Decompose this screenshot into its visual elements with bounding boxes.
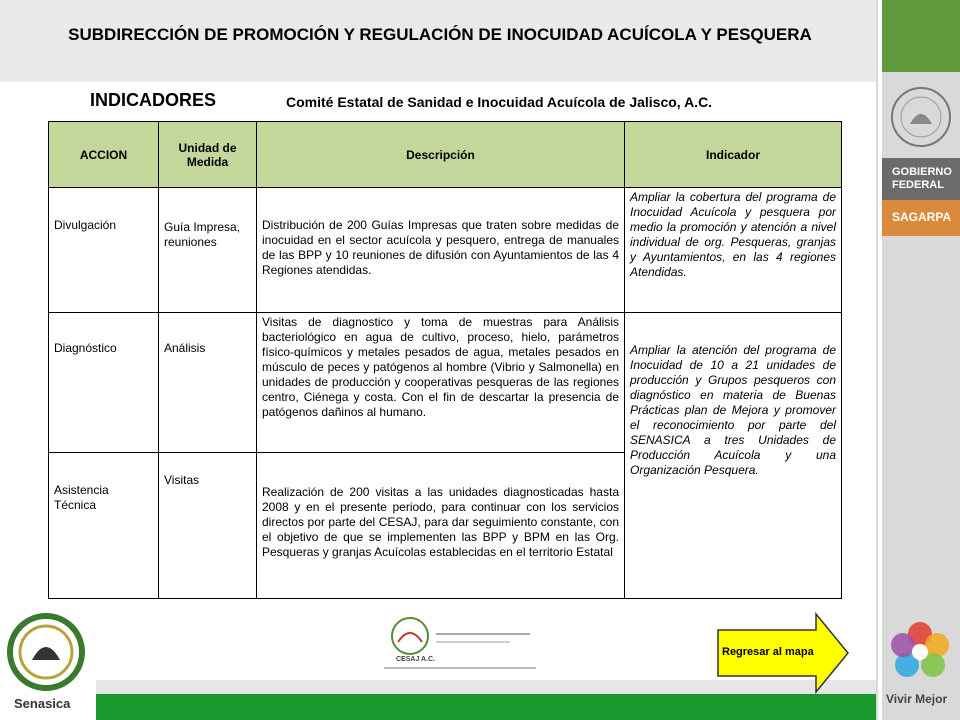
cell-descripcion: Visitas de diagnostico y toma de muestras para Análisis bacteriológico en agua de cultivo, proceso, hielo, parámetros físico-químicos y metales pesados de agua, metales pesados en músculo de peces y patógenos al hombre (Vibrio y Salmonella) en unidades de producción y cooperativas pesqueras de las regiones centro, Ciénega y costa. Con el fin de descartar la presencia de patógenos dañinos al humano. [257, 313, 625, 453]
gobierno-line2: FEDERAL [892, 179, 944, 191]
sagarpa-logo: SAGARPA [882, 200, 960, 236]
column-header-descripcion: Descripción [257, 122, 625, 188]
subtitle-row [90, 90, 870, 111]
green-tab [882, 0, 960, 72]
cell-unidad: Visitas [159, 453, 257, 599]
senasica-label: Senasica [14, 696, 71, 711]
table-header-row [49, 122, 842, 188]
page-title: SUBDIRECCIÓN DE PROMOCIÓN Y REGULACIÓN DE INOCUIDAD ACUÍCOLA Y PESQUERA [68, 25, 812, 44]
cell-unidad: Guía Impresa, reuniones [159, 188, 257, 313]
back-to-map-label[interactable]: Regresar al mapa [722, 646, 814, 658]
organization-name: Comité Estatal de Sanidad e Inocuidad Acuícola de Jalisco, A.C. [286, 94, 713, 110]
column-header-unidad: Unidad de Medida [159, 122, 257, 188]
cell-descripcion: Realización de 200 visitas a las unidades diagnosticadas hasta 2008 y en el presente periodo, para continuar con los servicios directos por parte del CESAJ, para dar seguimiento constante, con el objetivo de que se implementen las BPP y BPM en las Org. Pesqueras y granjas Acuícolas establecidas en el territorio Estatal [257, 453, 625, 599]
column-header-indicador: Indicador [625, 122, 842, 188]
vivir-mejor-label: Vivir Mejor [886, 692, 948, 706]
footer-green-bar [96, 694, 876, 720]
cell-descripcion: Distribución de 200 Guías Impresas que traten sobre medidas de inocuidad en el sector acuícola y pesquero, entrega de manuales de las BPP y 10 reuniones de difusión con Ayuntamientos de las 4 Regiones atendidas. [257, 188, 625, 313]
column-header-accion: ACCION [49, 122, 159, 188]
cell-accion: Divulgación [49, 188, 159, 313]
table-row [49, 188, 842, 313]
indicators-table [48, 121, 842, 599]
cell-accion: Asistencia Técnica [49, 453, 159, 599]
cell-indicador: Ampliar la cobertura del programa de Inocuidad Acuícola y pesquera por medio la promoción y atención a nivel individual de org. Pesqueras, granjas y Ayuntamientos, en las 4 regiones Atendidas. [625, 188, 842, 313]
cell-accion: Diagnóstico [49, 313, 159, 453]
cesaj-logo-icon [380, 614, 540, 674]
gobierno-line1: GOBIERNO [892, 166, 952, 178]
table-row [49, 313, 842, 453]
cell-unidad: Análisis [159, 313, 257, 453]
cell-indicador: Ampliar la atención del programa de Inocuidad de 10 a 21 unidades de producción y Grupos pesqueros con diagnóstico en materia de Buenas Prácticas plan de Mejora y promover el reconocimiento por parte del SENASICA a tres Unidades de Producción Acuícola y una Organización Pesquera. [625, 313, 842, 599]
vivir-mejor-flower-icon [886, 618, 954, 686]
section-title: INDICADORES [90, 90, 217, 110]
right-panel-divider [878, 0, 882, 720]
mexico-seal-icon [890, 86, 952, 148]
cesaj-label: CESAJ A.C. [396, 656, 436, 663]
senasica-logo-icon [6, 612, 86, 692]
gobierno-federal-logo [882, 158, 960, 200]
